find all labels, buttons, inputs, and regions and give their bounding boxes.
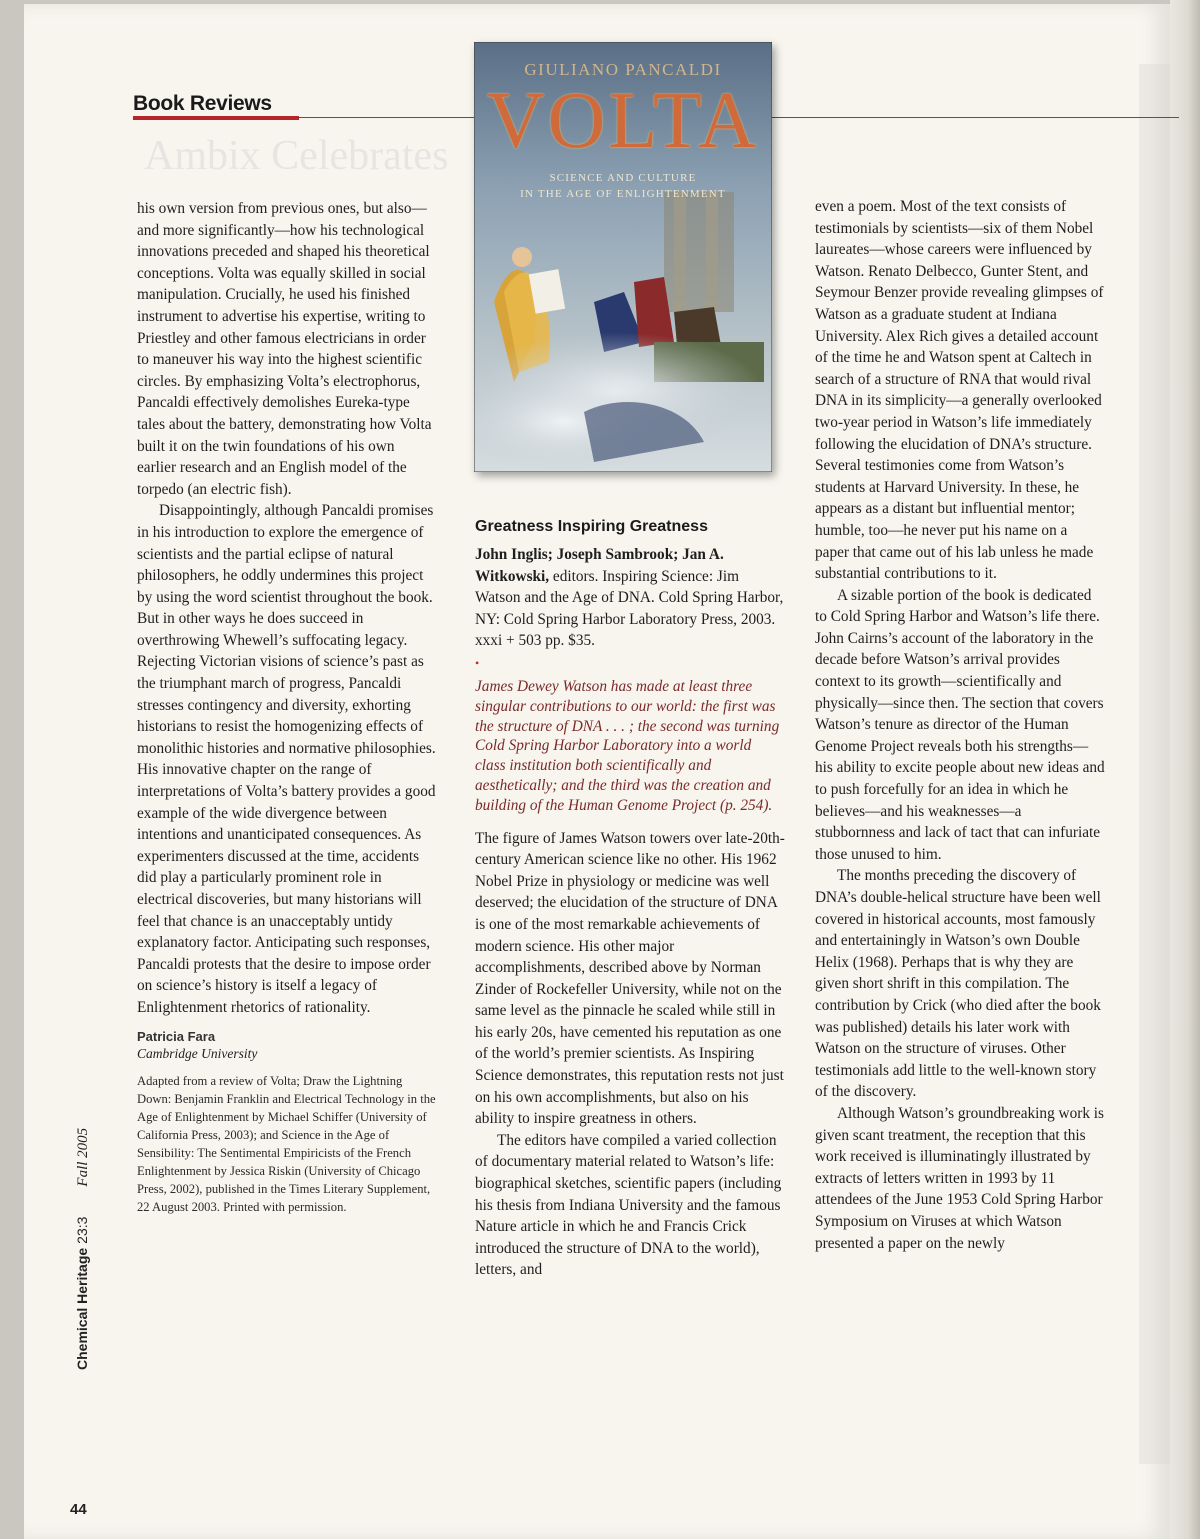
column-3: [815, 196, 1105, 1254]
cover-title: VOLTA: [486, 77, 760, 165]
cover-subtitle-2: IN THE AGE OF ENLIGHTENMENT: [520, 188, 726, 200]
facing-page-shadow: [1139, 64, 1170, 1464]
review2-paragraph: The editors have compiled a varied collection of documentary material related to Watson’s life: biographical sketches, scientific papers (including his thesis from Indiana University and the famous Nature article in which he and Francis Crick introduced the structure of DNA to the world), letters, and: [475, 1131, 782, 1279]
citation-details: editors. Inspiring Science: Jim Watson and the Age of DNA. Cold Spring Harbor, NY: Cold Spring Harbor Laboratory Press, 2003. xxxi + 503 pp. $35.: [475, 567, 784, 650]
separator-bullet: •: [475, 655, 480, 670]
review2-paragraph: even a poem. Most of the text consists of testimonials by scientists—six of them Nobel laureates—whose careers were influenced by Watson. Renato Delbecco, Gunter Stent, and Seymour Benzer provide revealing glimpses of Watson as a graduate student at Indiana University. Alex Rich gives a detailed account of the time he and Watson spent at Caltech in search of a structure of RNA that would rival DNA in its simplicity—a generally overlooked two-year period in Watson’s life immediately following the elucidation of DNA’s structure. Several testimonies come from Watson’s students at Harvard University. In these, he appears as a distant but influential mentor; humble, too—he never put his name on a paper that came out of his lab unless he made substantial contributions to it.: [815, 198, 1104, 583]
bleed-through-text: Ambix Celebrates: [144, 133, 449, 179]
reviewer-name: Patricia Fara: [137, 1028, 216, 1044]
running-footer: [74, 1128, 92, 1370]
review1-paragraph: his own version from previous ones, but also—and more significantly—how his technological innovations preceded and shaped his theoretical conceptions. Volta was equally skilled in social manipulation. Crucially, he used his finished instrument to advertise his expertise, writing to Priestley and other famous electricians in order to maneuver his way into the highest scientific circles. By emphasizing Volta’s electrophorus, Pancaldi effectively demolishes Eureka-type tales about the battery, demonstrating how Volta built it on the twin foundations of his own earlier research and an English model of the torpedo (an electric fish).: [137, 200, 432, 498]
review2-paragraph: A sizable portion of the book is dedicated to Cold Spring Harbor and Watson’s life there. John Cairns’s account of the laboratory in the decade before Watson’s arrival provides context to its growth—scientifically and physically—since then. The section that covers Watson’s tenure as director of the Human Genome Project reveals both his strengths—his ability to excite people about new ideas and to push forcefully for an idea in which he believes—and his weaknesses—a stubbornness and lack of tact that can infuriate those unused to him.: [815, 586, 1105, 863]
column-1: [137, 198, 437, 1216]
section-title: Book Reviews: [133, 92, 272, 115]
journal-issue: Fall 2005: [75, 1127, 91, 1187]
review2-body-col3: [815, 196, 1105, 1254]
page-edge: [1170, 0, 1200, 1539]
cover-author: GIULIANO PANCALDI: [524, 60, 722, 79]
journal-title: Chemical Heritage: [74, 1247, 90, 1370]
reviewer-affiliation: Cambridge University: [137, 1045, 258, 1061]
cover-subtitle-1: SCIENCE AND CULTURE: [549, 172, 697, 184]
publication-credit: Adapted from a review of Volta; Draw the Lightning Down: Benjamin Franklin and Electrical Technology in the Age of Enlightenment by Michael Schiffer (University of California Press, 2003); and Science in the Age of Sensibility: The Sentimental Empiricists of the French Enlightenment by Jessica Riskin (University of Chicago Press, 2002), published in the Times Literary Supplement, 22 August 2003. Printed with permission.: [137, 1073, 436, 1214]
citation-authors: John Inglis; Joseph Sambrook; Jan A. Witkowski,: [475, 546, 724, 585]
review1-paragraph: Disappointingly, although Pancaldi promises in his introduction to explore the emergence of scientists and the partial eclipse of natural philosophers, he oddly undermines this project by using the word scientist throughout the book. But in other ways he does succeed in overthrowing Whewell’s suffocating legacy. Rejecting Victorian visions of science’s past as the triumphant march of progress, Pancaldi stresses contingency and diversity, exhorting historians to resist the homogenizing effects of monolithic histories and normative philosophies. His innovative chapter on the range of interpretations of Volta’s battery provides a good example of the wide divergence between intentions and unanticipated consequences. As experimenters discussed at the time, accidents did play a particularly prominent role in electrical discoveries, but many historians will feel that chance is an unacceptably untidy explanatory factor. Anticipating such responses, Pancaldi protests that the desire to impose order on science’s history is itself a legacy of Enlightenment rhetorics of rationality.: [137, 502, 436, 1016]
review2-body-col2: [475, 828, 785, 1281]
review2-paragraph: Although Watson’s groundbreaking work is given scant treatment, the reception that this work received is illuminatingly illustrated by extracts of letters written in 1993 by 11 attendees of the June 1953 Cold Spring Harbor Symposium on Viruses at which Watson presented a paper on the newly: [815, 1104, 1105, 1252]
book-citation: [475, 544, 785, 652]
section-rule-accent: [133, 116, 299, 120]
journal-volume: 23:3: [74, 1216, 90, 1244]
pull-quote: James Dewey Watson has made at least three singular contributions to our world: the first was the structure of DNA . . . ; the second was turning Cold Spring Harbor Laboratory into a world class institution both scientifically and aesthetically; and the third was the creation and building of the Human Genome Project (p. 254).: [475, 677, 780, 814]
review1-body: [137, 198, 437, 1019]
review2-paragraph: The months preceding the discovery of DNA’s double-helical structure have been well covered in historical accounts, most famously and entertainingly in Watson’s own Double Helix (1968). Perhaps that is why they are given short shrift in this compilation. The contribution by Crick (who died after the book was published) details his later work with Watson on the structure of viruses. Other testimonials add little to the well-known story of the discovery.: [815, 867, 1101, 1101]
review2-paragraph: The figure of James Watson towers over late-20th-century American science like no other. His 1962 Nobel Prize in physiology or medicine was well deserved; the elucidation of the structure of DNA is one of the most remarkable achievements of modern science. His other major accomplishments, described above by Norman Zinder of Rockefeller University, while not on the same level as the pinnacle he scaled while still in his early 20s, have cemented his reputation as one of the world’s premier scientists. As Inspiring Science demonstrates, this reputation rests not just on his own accomplishments, but also on his ability to inspire greatness in others.: [475, 829, 785, 1128]
book-cover-image: [474, 42, 772, 472]
review2-heading: Greatness Inspiring Greatness: [475, 518, 708, 535]
column-2: [475, 518, 785, 1281]
page-number: 44: [70, 1501, 87, 1518]
